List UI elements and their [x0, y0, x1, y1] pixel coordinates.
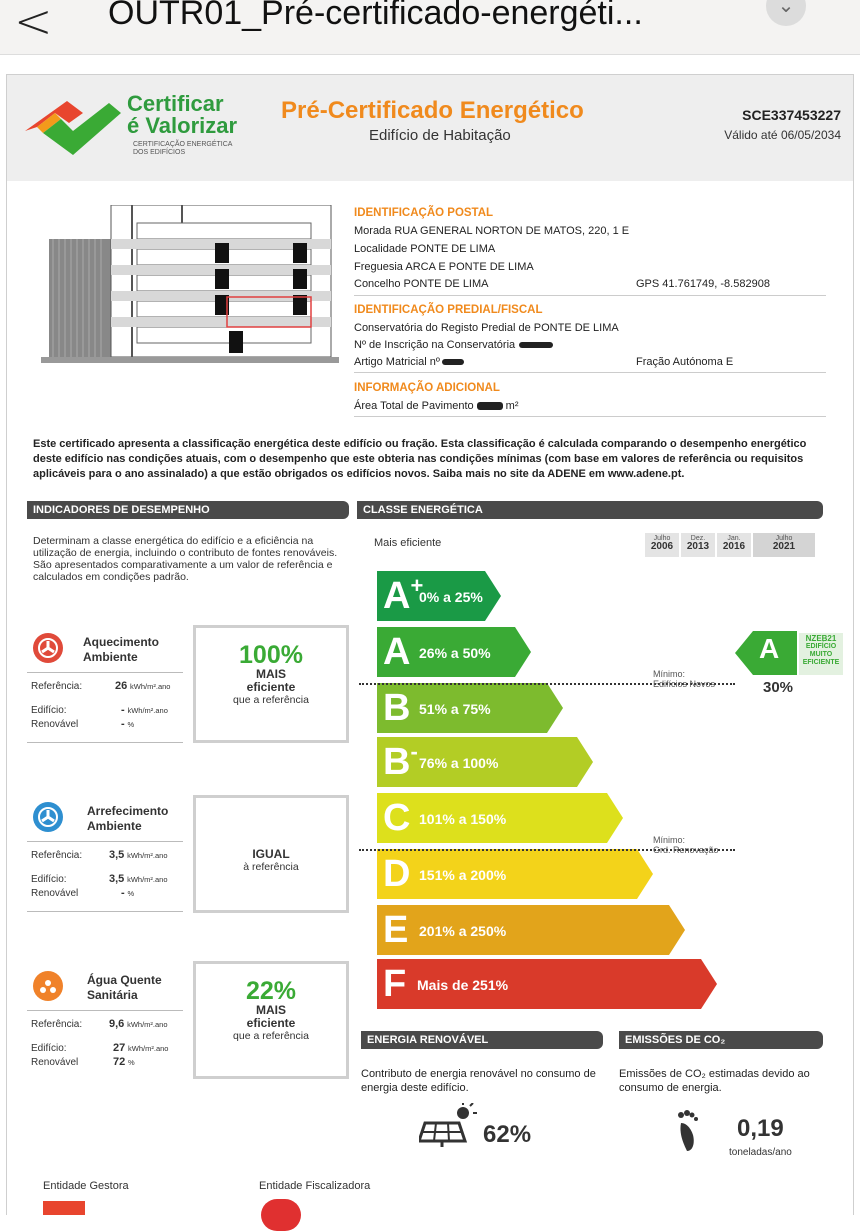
adene-logo	[43, 1201, 85, 1215]
co2-heading: EMISSÕES DE CO₂	[619, 1031, 823, 1049]
ref-label: Referência:	[31, 1019, 83, 1030]
class-letter: B	[383, 687, 411, 729]
divider	[354, 372, 826, 373]
validity-date: Válido até 06/05/2034	[724, 128, 841, 142]
class-letter: D	[383, 853, 411, 895]
class-letter: F	[383, 963, 407, 1005]
document-title: OUTR01_Pré-certificado-energéti...	[108, 0, 643, 32]
indicators-description: Determinam a classe energética do edifício e a eficiência na utilização de energia, incluindo o contributo de fontes renováveis. São apresentados comparativamente a um valor de referência e calculados em condições padrão.	[33, 535, 338, 583]
edif-label: Edifício:	[31, 1043, 67, 1054]
checkmark-logo-icon	[21, 97, 125, 161]
heating-fan-icon	[33, 633, 63, 663]
tax-article: Artigo Matricial nº	[354, 356, 464, 368]
energy-class-heading: CLASSE ENERGÉTICA	[357, 501, 823, 519]
logo-text: Certificar é Valorizar	[127, 91, 238, 138]
autonomous-fraction: Fração Autónoma E	[636, 356, 734, 368]
renov-label: Renovável	[31, 1057, 79, 1068]
class-letter: B-	[383, 739, 418, 783]
cooling-building: 3,5 kWh/m².ano	[109, 873, 168, 885]
class-arrow-3	[377, 683, 563, 733]
certificate-title: Pré-Certificado Energético	[281, 97, 584, 124]
class-range: 76% a 100%	[419, 755, 499, 771]
year-2016: Jan. 2016	[717, 533, 751, 557]
nzeb-badge: NZEB21 EDIFÍCIO MUITO EFICIENTE	[799, 633, 843, 675]
year-2021-selected: Julho 2021	[753, 533, 815, 557]
hot-water-name: Água Quente Sanitária	[87, 973, 162, 1002]
certificate-subtitle: Edifício de Habitação	[369, 127, 511, 144]
class-superscript: -	[410, 739, 418, 764]
class-range: 151% a 200%	[419, 867, 507, 883]
certificate-code: SCE337453227	[742, 107, 841, 123]
chevron-down-icon[interactable]: ⌄	[766, 0, 806, 26]
heating-name: Aquecimento Ambiente	[83, 635, 160, 664]
supervising-entity-label: Entidade Fiscalizadora	[259, 1180, 371, 1192]
certificate-header	[7, 75, 853, 181]
edif-label: Edifício:	[31, 705, 67, 716]
renov-label: Renovável	[31, 888, 79, 899]
class-arrow-1	[377, 571, 501, 621]
class-letter: E	[383, 909, 409, 951]
intro-text: Este certificado apresenta a classificação energética deste edifício ou fração. Esta classificação é calculada comparando o desempenho energético deste edifício nas condições atuais, com o desempenho que este obteria nas condições mínimas (com base em valores de referência ou requisitos aplicáveis para o ano assinalado) a que estão obrigados os edifícios novos. Saiba mais no site da ADENE em www.adene.pt.	[33, 438, 807, 480]
class-letter: C	[383, 797, 411, 839]
class-range: 201% a 250%	[419, 923, 507, 939]
class-range: 0% a 25%	[419, 589, 483, 605]
hot-water-building: 27 kWh/m².ano	[113, 1042, 169, 1054]
divider	[354, 416, 826, 417]
class-range: 26% a 50%	[419, 645, 491, 661]
result-class-percentage: 30%	[763, 679, 794, 696]
min-new-label: Mínimo: Edifícios Novos	[653, 669, 716, 689]
class-range: Mais de 251%	[417, 977, 509, 993]
renov-label: Renovável	[31, 719, 79, 730]
heating-renewable: - %	[121, 718, 135, 730]
class-arrow-6	[377, 849, 653, 899]
heating-reference: 26 kWh/m².ano	[115, 680, 171, 692]
year-2013: Dez. 2013	[681, 533, 715, 557]
viewer-toolbar	[0, 0, 860, 55]
class-arrow-5	[377, 793, 623, 843]
municipality: Concelho PONTE DE LIMA	[354, 278, 489, 290]
class-letter: A	[383, 631, 411, 673]
class-arrow-8	[377, 959, 717, 1009]
co2-value: 0,19	[737, 1115, 784, 1142]
hot-water-reference: 9,6 kWh/m².ano	[109, 1018, 168, 1030]
postal-heading: IDENTIFICAÇÃO POSTAL	[354, 207, 494, 219]
indicators-heading: INDICADORES DE DESEMPENHO	[27, 501, 349, 519]
divider	[27, 911, 183, 912]
co2-description: Emissões de CO₂ estimadas devido ao consumo de energia.	[619, 1068, 810, 1094]
class-range: 51% a 75%	[419, 701, 491, 717]
ref-label: Referência:	[31, 681, 83, 692]
result-class-letter: A	[759, 633, 780, 664]
renewable-value: 62%	[483, 1121, 532, 1148]
class-arrow-7	[377, 905, 685, 955]
predial-heading: IDENTIFICAÇÃO PREDIAL/FISCAL	[354, 304, 543, 316]
heating-building: - kWh/m².ano	[121, 704, 168, 716]
gps-coordinates: GPS 41.761749, -8.582908	[636, 278, 770, 290]
registration-number: Nº de Inscrição na Conservatória	[354, 339, 553, 351]
class-range: 101% a 150%	[419, 811, 507, 827]
co2-unit: toneladas/ano	[729, 1147, 792, 1158]
logo-subtitle: CERTIFICAÇÃO ENERGÉTICA DOS EDIFÍCIOS	[133, 141, 233, 156]
building-drawing	[41, 205, 339, 367]
additional-heading: INFORMAÇÃO ADICIONAL	[354, 382, 500, 394]
certificate-page	[6, 74, 854, 1215]
min-renovation-label: Mínimo: Grd. Renovação	[653, 835, 719, 855]
registry-office: Conservatória do Registo Predial de PONTE DE LIMA	[354, 322, 619, 334]
class-letter: A+	[383, 573, 424, 617]
ref-label: Referência:	[31, 850, 83, 861]
hot-water-result-box: 22% MAIS eficiente que a referência	[193, 961, 349, 1079]
heating-percentage: 100%	[239, 641, 303, 669]
managing-entity-label: Entidade Gestora	[43, 1180, 129, 1192]
cooling-name: Arrefecimento Ambiente	[87, 804, 169, 833]
solar-panel-icon	[419, 1103, 481, 1147]
divider	[27, 841, 183, 842]
locality: Localidade PONTE DE LIMA	[354, 243, 496, 255]
edif-label: Edifício:	[31, 874, 67, 885]
back-button[interactable]: <	[14, 0, 53, 48]
hot-water-icon	[33, 971, 63, 1001]
divider	[354, 295, 826, 296]
divider	[27, 742, 183, 743]
dgeg-logo	[261, 1199, 301, 1231]
redaction-mark	[442, 359, 464, 365]
class-arrow-2	[377, 627, 531, 677]
hot-water-percentage: 22%	[245, 977, 297, 1005]
class-superscript: +	[410, 573, 424, 598]
cooling-reference: 3,5 kWh/m².ano	[109, 849, 168, 861]
address: Morada RUA GENERAL NORTON DE MATOS, 220, 1 E	[354, 225, 630, 237]
cooling-result-box: IGUAL à referência	[193, 795, 349, 913]
most-efficient-label: Mais eficiente	[374, 537, 442, 549]
total-area: Área Total de Pavimento m²	[354, 400, 519, 412]
footprint-icon	[673, 1109, 703, 1153]
class-arrow-4	[377, 737, 593, 787]
cooling-fan-icon	[33, 802, 63, 832]
divider	[27, 672, 183, 673]
redaction-mark	[477, 402, 503, 410]
parish: Freguesia ARCA E PONTE DE LIMA	[354, 261, 534, 273]
divider	[27, 1010, 183, 1011]
year-2006: Julho 2006	[645, 533, 679, 557]
heating-result-box: 100% MAIS eficiente que a referência	[193, 625, 349, 743]
redaction-mark	[519, 342, 553, 348]
cooling-renewable: - %	[121, 887, 135, 899]
renewable-heading: ENERGIA RENOVÁVEL	[361, 1031, 603, 1049]
hot-water-renewable: 72 %	[113, 1056, 135, 1068]
renewable-description: Contributo de energia renovável no consumo de energia deste edifício.	[361, 1068, 596, 1094]
